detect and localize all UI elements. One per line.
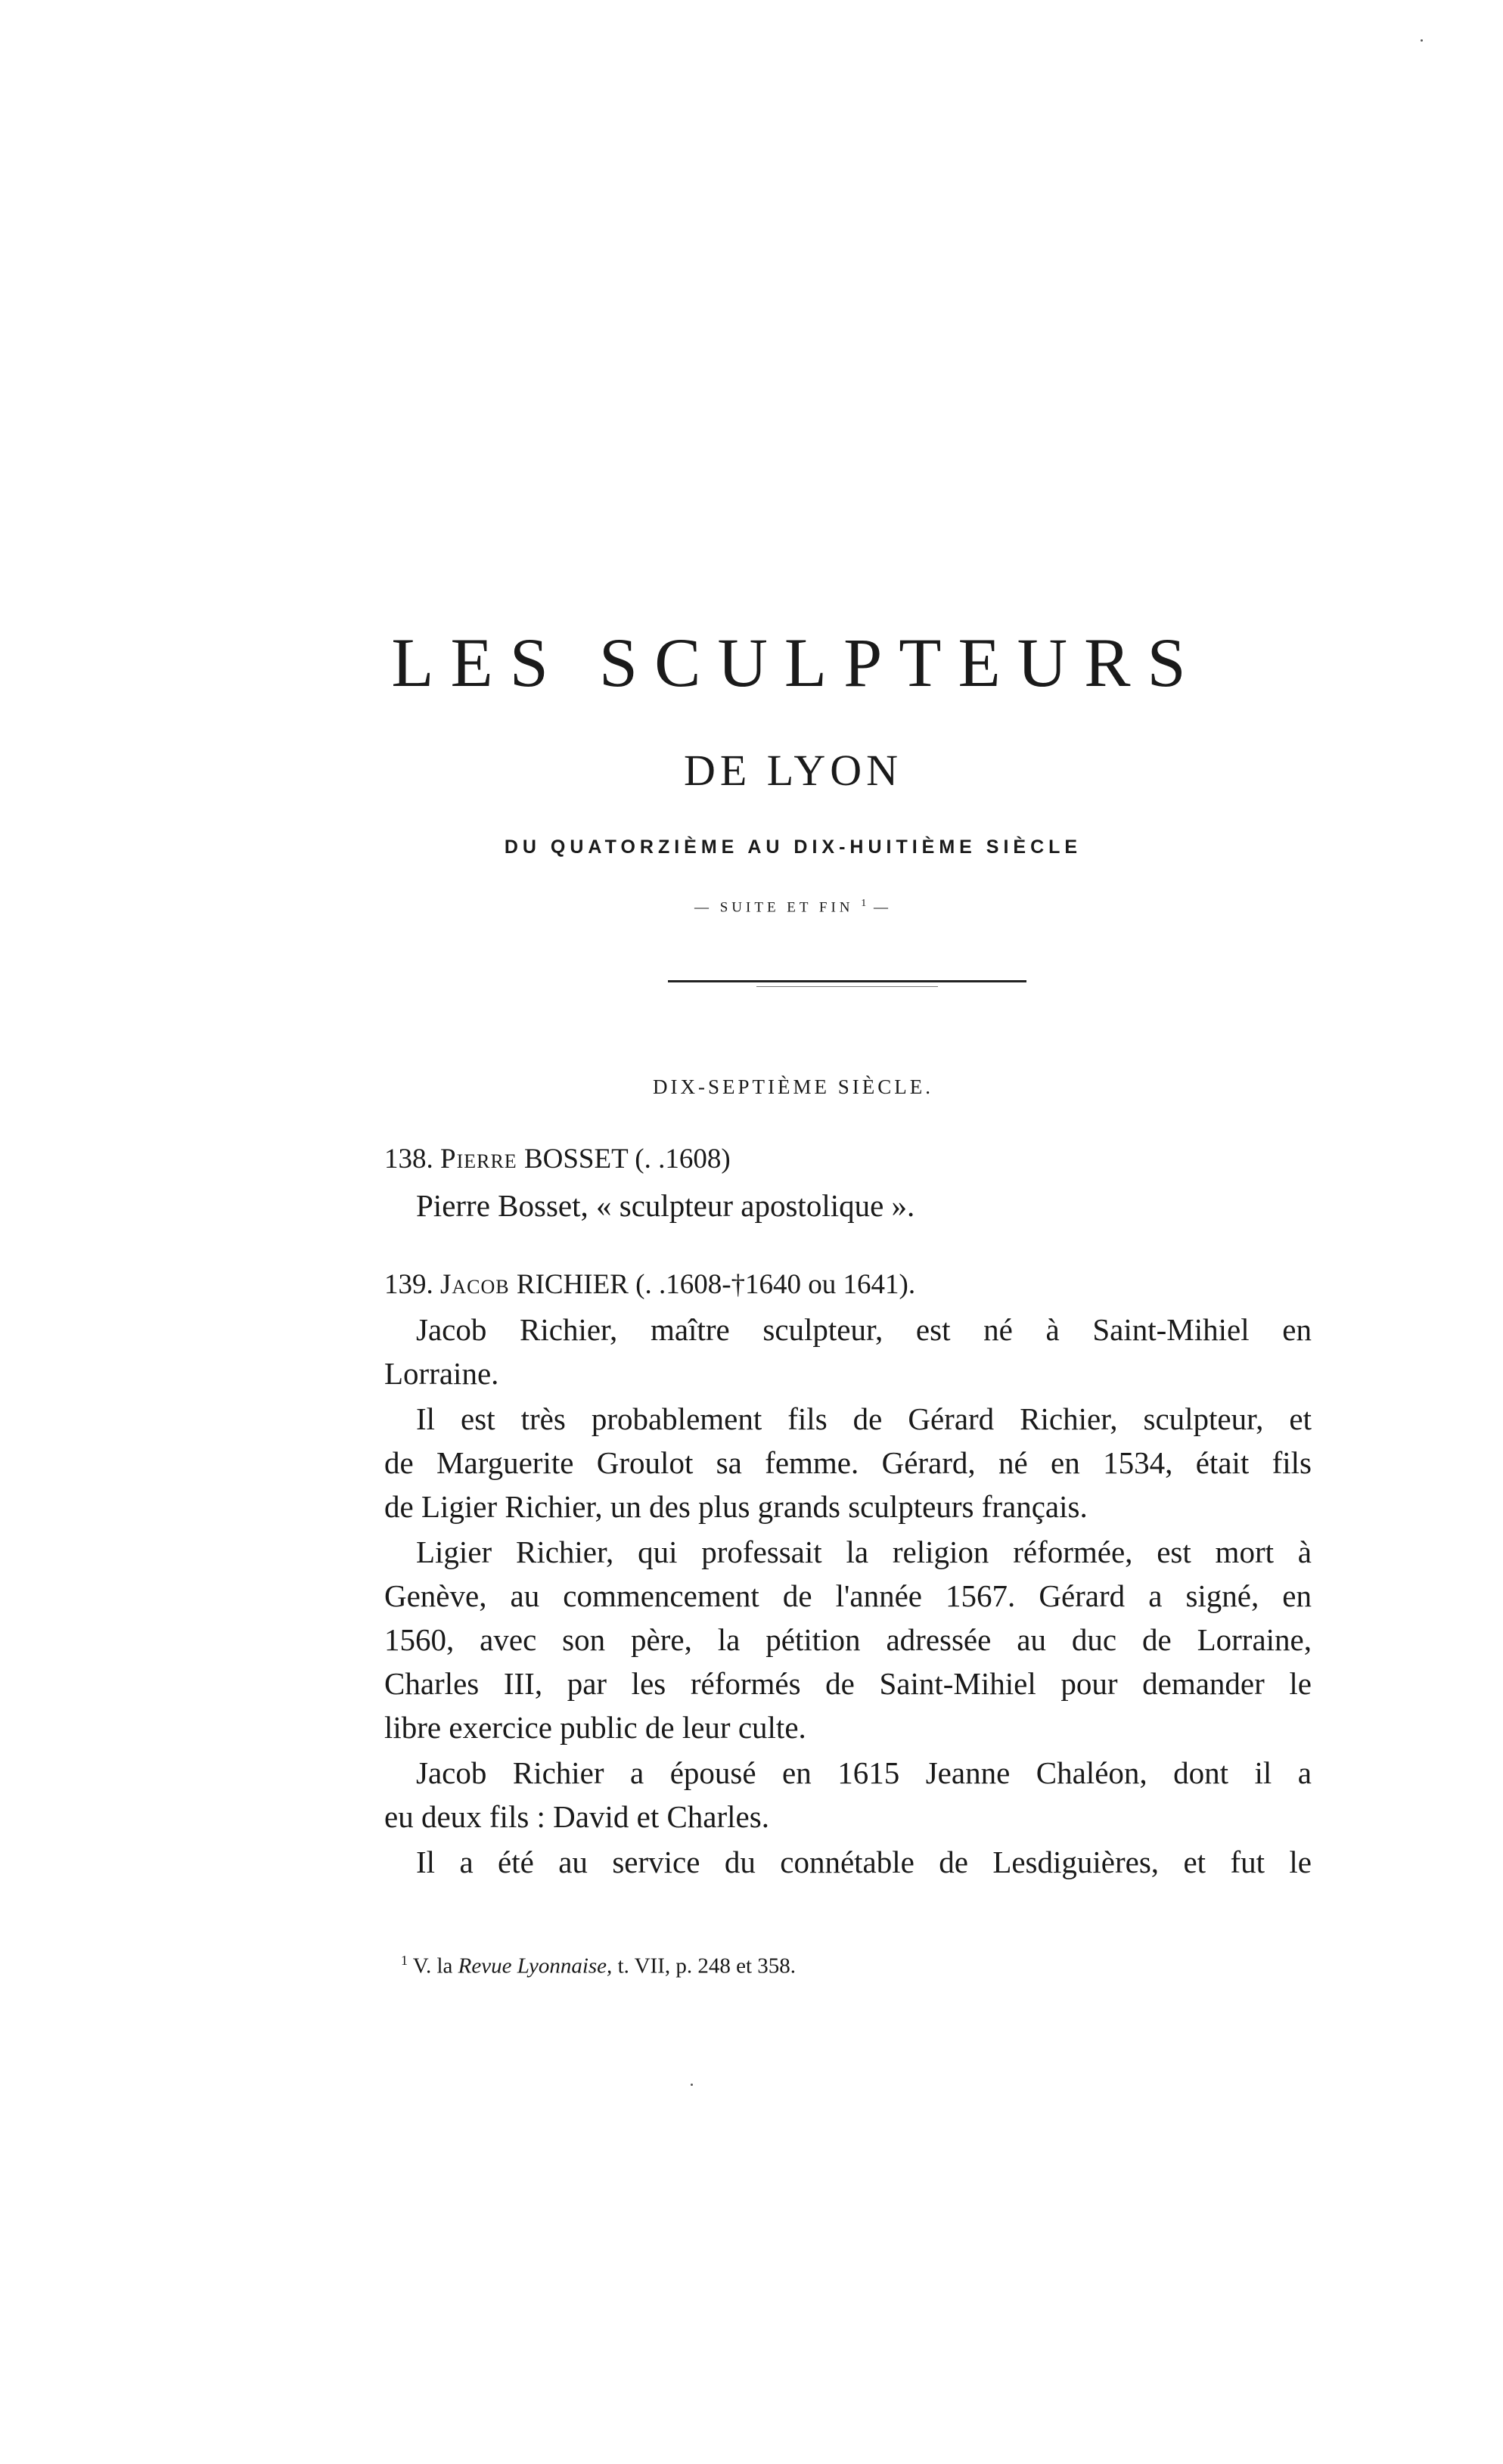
body-line: de Marguerite Groulot sa femme. Gérard, né en 1534, était fils [384, 1445, 1312, 1480]
body-line: eu deux fils : David et Charles. [384, 1799, 769, 1834]
entry-heading-139 [384, 1271, 915, 1299]
paper-speck [691, 2084, 693, 2086]
body-line: Pierre Bosset, « sculpteur apostolique ». [416, 1188, 915, 1223]
period-heading: DU QUATORZIÈME AU DIX-HUITIÈME SIÈCLE [504, 836, 1082, 858]
footnote [401, 1954, 796, 1978]
decorative-rule [668, 980, 1026, 982]
footnote-mark: 1 [401, 1953, 408, 1968]
entry-first-name: Pierre [440, 1144, 517, 1175]
entry-last-name: RICHIER [516, 1269, 629, 1300]
section-heading: DIX-SEPTIÈME SIÈCLE. [653, 1075, 933, 1098]
entry-dates: (. .1608-†1640 ou 1641). [635, 1269, 916, 1300]
continuation-text: — SUITE ET FIN [694, 899, 854, 916]
paper-speck [1421, 39, 1423, 42]
body-line: Il est très probablement fils de Gérard Richier, sculpteur, et [416, 1401, 1312, 1436]
body-line: Charles III, par les réformés de Saint-Mihiel pour demander le [384, 1666, 1312, 1701]
decorative-rule-thin [756, 986, 938, 987]
body-line: Lorraine. [384, 1356, 499, 1391]
footnote-journal: Revue Lyonnaise, [458, 1954, 613, 1978]
body-line: Jacob Richier a épousé en 1615 Jeanne Chaléon, dont il a [416, 1755, 1312, 1790]
body-line: Jacob Richier, maître sculpteur, est né à Saint-Mihiel en [416, 1312, 1312, 1347]
body-line: Genève, au commencement de l'année 1567. Gérard a signé, en [384, 1578, 1312, 1613]
body-line: libre exercice public de leur culte. [384, 1710, 806, 1745]
entry-dates: (. .1608) [635, 1144, 731, 1175]
body-line: Ligier Richier, qui professait la religion réformée, est mort à [416, 1535, 1312, 1569]
entry-last-name: BOSSET [523, 1144, 629, 1175]
footnote-reference: 1 [861, 898, 867, 909]
footnote-suffix: t. VII, p. 248 et 358. [617, 1954, 797, 1978]
body-line: de Ligier Richier, un des plus grands sculpteurs français. [384, 1489, 1088, 1524]
entry-heading-138 [384, 1145, 731, 1173]
body-line: Il a été au service du connétable de Lesdiguières, et fut le [416, 1845, 1312, 1879]
body-line: 1560, avec son père, la pétition adressée au duc de Lorraine, [384, 1622, 1312, 1657]
footnote-prefix: V. la [412, 1954, 453, 1978]
page-title: LES SCULPTEURS [391, 624, 1203, 701]
continuation-note [0, 898, 1503, 914]
entry-number: 138. [384, 1144, 433, 1175]
entry-first-name: Jacob [440, 1269, 510, 1300]
page-subtitle: DE LYON [683, 746, 903, 795]
continuation-dash: — [874, 899, 893, 916]
entry-number: 139. [384, 1269, 433, 1300]
